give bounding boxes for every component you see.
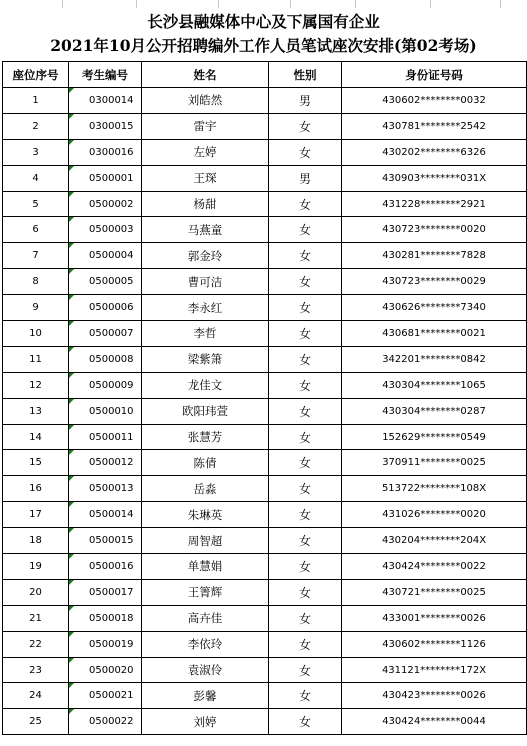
cell-id-no: 430304********0287 xyxy=(342,398,527,424)
cell-seat: 25 xyxy=(3,709,69,735)
cell-id-no: 430903********031X xyxy=(342,165,527,191)
cell-exam-no xyxy=(69,683,142,709)
cell-seat: 8 xyxy=(3,269,69,295)
exam-no-text: 0500015 xyxy=(89,535,134,547)
cell-id-no: 430202********6326 xyxy=(342,139,527,165)
exam-no-text: 0500004 xyxy=(89,250,134,262)
table-row xyxy=(3,398,527,424)
cell-id-no: 433001********0026 xyxy=(342,605,527,631)
header-seat: 座位序号 xyxy=(3,62,69,88)
cell-gender: 女 xyxy=(269,657,342,683)
cell-seat: 9 xyxy=(3,295,69,321)
table-body xyxy=(3,88,527,735)
cell-exam-no xyxy=(69,165,142,191)
cell-seat: 13 xyxy=(3,398,69,424)
cell-exam-no xyxy=(69,243,142,269)
cell-seat: 2 xyxy=(3,113,69,139)
cell-gender: 女 xyxy=(269,372,342,398)
cell-seat: 17 xyxy=(3,502,69,528)
cell-id-no: 430424********0044 xyxy=(342,709,527,735)
exam-no-text: 0500021 xyxy=(89,690,134,702)
cell-seat: 6 xyxy=(3,217,69,243)
cell-gender: 女 xyxy=(269,631,342,657)
cell-id-no: 152629********0549 xyxy=(342,424,527,450)
cell-exam-no xyxy=(69,554,142,580)
cell-name: 雷宇 xyxy=(142,113,269,139)
exam-no-text: 0500019 xyxy=(89,638,134,650)
document-title-line-1: 长沙县融媒体中心及下属国有企业 xyxy=(147,12,380,31)
table-row xyxy=(3,191,527,217)
cell-id-no: 370911********0025 xyxy=(342,450,527,476)
cell-name: 单慧娟 xyxy=(142,554,269,580)
cell-name: 彭馨 xyxy=(142,683,269,709)
table-row xyxy=(3,165,527,191)
exam-no-text: 0500009 xyxy=(89,379,134,391)
cell-id-no: 513722********108X xyxy=(342,476,527,502)
cell-name: 龙佳文 xyxy=(142,372,269,398)
cell-seat: 21 xyxy=(3,605,69,631)
exam-no-text: 0500017 xyxy=(89,586,134,598)
cell-gender: 男 xyxy=(269,165,342,191)
exam-no-text: 0500008 xyxy=(89,353,134,365)
cell-gender: 女 xyxy=(269,424,342,450)
cell-id-no: 431026********0020 xyxy=(342,502,527,528)
exam-no-text: 0500010 xyxy=(89,405,134,417)
table-row xyxy=(3,295,527,321)
cell-seat: 10 xyxy=(3,321,69,347)
cell-name: 王箐辉 xyxy=(142,579,269,605)
table-row xyxy=(3,346,527,372)
table-row xyxy=(3,113,527,139)
cell-exam-no xyxy=(69,217,142,243)
exam-no-text: 0500002 xyxy=(89,198,134,210)
cell-exam-no xyxy=(69,88,142,114)
cell-gender: 女 xyxy=(269,683,342,709)
cell-id-no: 430681********0021 xyxy=(342,321,527,347)
table-row xyxy=(3,605,527,631)
cell-seat: 15 xyxy=(3,450,69,476)
cell-exam-no xyxy=(69,398,142,424)
cell-name: 左婷 xyxy=(142,139,269,165)
cell-exam-no xyxy=(69,476,142,502)
cell-id-no: 430781********2542 xyxy=(342,113,527,139)
cell-exam-no xyxy=(69,295,142,321)
table-row xyxy=(3,709,527,735)
cell-id-no: 430281********7828 xyxy=(342,243,527,269)
exam-no-text: 0300015 xyxy=(89,120,134,132)
cell-exam-no xyxy=(69,321,142,347)
exam-no-text: 0300016 xyxy=(89,146,134,158)
cell-gender: 女 xyxy=(269,450,342,476)
cell-name: 周智超 xyxy=(142,528,269,554)
exam-no-text: 0500022 xyxy=(89,716,134,728)
exam-no-text: 0500012 xyxy=(89,457,134,469)
table-row xyxy=(3,476,527,502)
cell-exam-no xyxy=(69,605,142,631)
table-row xyxy=(3,372,527,398)
exam-no-text: 0500011 xyxy=(89,431,134,443)
header-name: 姓名 xyxy=(142,62,269,88)
cell-name: 朱琳英 xyxy=(142,502,269,528)
cell-seat: 18 xyxy=(3,528,69,554)
cell-exam-no xyxy=(69,657,142,683)
exam-no-text: 0500001 xyxy=(89,172,134,184)
cell-name: 张慧芳 xyxy=(142,424,269,450)
table-row xyxy=(3,269,527,295)
cell-seat: 16 xyxy=(3,476,69,502)
cell-exam-no xyxy=(69,450,142,476)
table-row xyxy=(3,579,527,605)
cell-name: 欧阳玮萱 xyxy=(142,398,269,424)
cell-gender: 女 xyxy=(269,502,342,528)
cell-id-no: 430602********1126 xyxy=(342,631,527,657)
cell-id-no: 430723********0020 xyxy=(342,217,527,243)
cell-seat: 7 xyxy=(3,243,69,269)
document-title-line-2: 2021年10月公开招聘编外工作人员笔试座次安排(第02考场) xyxy=(50,36,477,55)
cell-seat: 22 xyxy=(3,631,69,657)
cell-exam-no xyxy=(69,502,142,528)
cell-exam-no xyxy=(69,191,142,217)
cell-seat: 11 xyxy=(3,346,69,372)
table-row xyxy=(3,88,527,114)
cell-name: 袁淑伶 xyxy=(142,657,269,683)
cell-id-no: 430602********0032 xyxy=(342,88,527,114)
cell-gender: 女 xyxy=(269,113,342,139)
header-exam-no: 考生编号 xyxy=(69,62,142,88)
exam-no-text: 0500003 xyxy=(89,224,134,236)
cell-gender: 女 xyxy=(269,321,342,347)
cell-name: 陈倩 xyxy=(142,450,269,476)
cell-name: 曹可洁 xyxy=(142,269,269,295)
table-row xyxy=(3,554,527,580)
header-id-no: 身份证号码 xyxy=(342,62,527,88)
cell-seat: 3 xyxy=(3,139,69,165)
cell-gender: 女 xyxy=(269,528,342,554)
table-row xyxy=(3,243,527,269)
cell-name: 王琛 xyxy=(142,165,269,191)
cell-id-no: 430204********204X xyxy=(342,528,527,554)
table-row xyxy=(3,631,527,657)
cell-gender: 女 xyxy=(269,476,342,502)
sheet-top-gridlines xyxy=(0,0,527,8)
cell-seat: 1 xyxy=(3,88,69,114)
cell-name: 梁紫箫 xyxy=(142,346,269,372)
header-gender: 性别 xyxy=(269,62,342,88)
cell-seat: 14 xyxy=(3,424,69,450)
cell-gender: 女 xyxy=(269,346,342,372)
cell-exam-no xyxy=(69,631,142,657)
cell-seat: 20 xyxy=(3,579,69,605)
cell-exam-no xyxy=(69,579,142,605)
exam-no-text: 0500005 xyxy=(89,276,134,288)
cell-gender: 女 xyxy=(269,269,342,295)
cell-seat: 12 xyxy=(3,372,69,398)
table-row xyxy=(3,450,527,476)
exam-no-text: 0500014 xyxy=(89,509,134,521)
exam-no-text: 0500006 xyxy=(89,302,134,314)
cell-exam-no xyxy=(69,424,142,450)
exam-no-text: 0500013 xyxy=(89,483,134,495)
cell-seat: 23 xyxy=(3,657,69,683)
cell-id-no: 430723********0029 xyxy=(342,269,527,295)
cell-name: 杨甜 xyxy=(142,191,269,217)
cell-name: 刘婷 xyxy=(142,709,269,735)
seating-table xyxy=(2,61,527,735)
cell-name: 李依玲 xyxy=(142,631,269,657)
cell-name: 李哲 xyxy=(142,321,269,347)
exam-no-text: 0500007 xyxy=(89,327,134,339)
cell-id-no: 430721********0025 xyxy=(342,579,527,605)
cell-gender: 女 xyxy=(269,579,342,605)
cell-name: 马燕童 xyxy=(142,217,269,243)
table-row xyxy=(3,139,527,165)
cell-exam-no xyxy=(69,709,142,735)
table-row xyxy=(3,424,527,450)
cell-gender: 女 xyxy=(269,217,342,243)
cell-gender: 女 xyxy=(269,398,342,424)
cell-exam-no xyxy=(69,269,142,295)
table-row xyxy=(3,502,527,528)
cell-gender: 女 xyxy=(269,139,342,165)
exam-no-text: 0500018 xyxy=(89,612,134,624)
cell-name: 李永红 xyxy=(142,295,269,321)
exam-no-text: 0500020 xyxy=(89,664,134,676)
cell-exam-no xyxy=(69,528,142,554)
table-row xyxy=(3,683,527,709)
cell-exam-no xyxy=(69,372,142,398)
cell-id-no: 430423********0026 xyxy=(342,683,527,709)
cell-id-no: 430424********0022 xyxy=(342,554,527,580)
cell-exam-no xyxy=(69,346,142,372)
exam-no-text: 0300014 xyxy=(89,94,134,106)
exam-no-text: 0500016 xyxy=(89,560,134,572)
table-row xyxy=(3,217,527,243)
cell-seat: 4 xyxy=(3,165,69,191)
cell-name: 郭金玲 xyxy=(142,243,269,269)
cell-gender: 女 xyxy=(269,554,342,580)
table-row xyxy=(3,321,527,347)
cell-exam-no xyxy=(69,113,142,139)
cell-seat: 5 xyxy=(3,191,69,217)
cell-id-no: 430304********1065 xyxy=(342,372,527,398)
cell-seat: 19 xyxy=(3,554,69,580)
cell-name: 刘皓然 xyxy=(142,88,269,114)
cell-gender: 女 xyxy=(269,191,342,217)
cell-name: 岳淼 xyxy=(142,476,269,502)
cell-id-no: 431228********2921 xyxy=(342,191,527,217)
cell-seat: 24 xyxy=(3,683,69,709)
cell-exam-no xyxy=(69,139,142,165)
cell-gender: 男 xyxy=(269,88,342,114)
table-row xyxy=(3,528,527,554)
cell-gender: 女 xyxy=(269,243,342,269)
cell-gender: 女 xyxy=(269,709,342,735)
cell-id-no: 342201********0842 xyxy=(342,346,527,372)
cell-gender: 女 xyxy=(269,295,342,321)
cell-id-no: 431121********172X xyxy=(342,657,527,683)
table-header-row xyxy=(3,62,527,88)
cell-id-no: 430626********7340 xyxy=(342,295,527,321)
table-row xyxy=(3,657,527,683)
cell-name: 高卉佳 xyxy=(142,605,269,631)
cell-gender: 女 xyxy=(269,605,342,631)
